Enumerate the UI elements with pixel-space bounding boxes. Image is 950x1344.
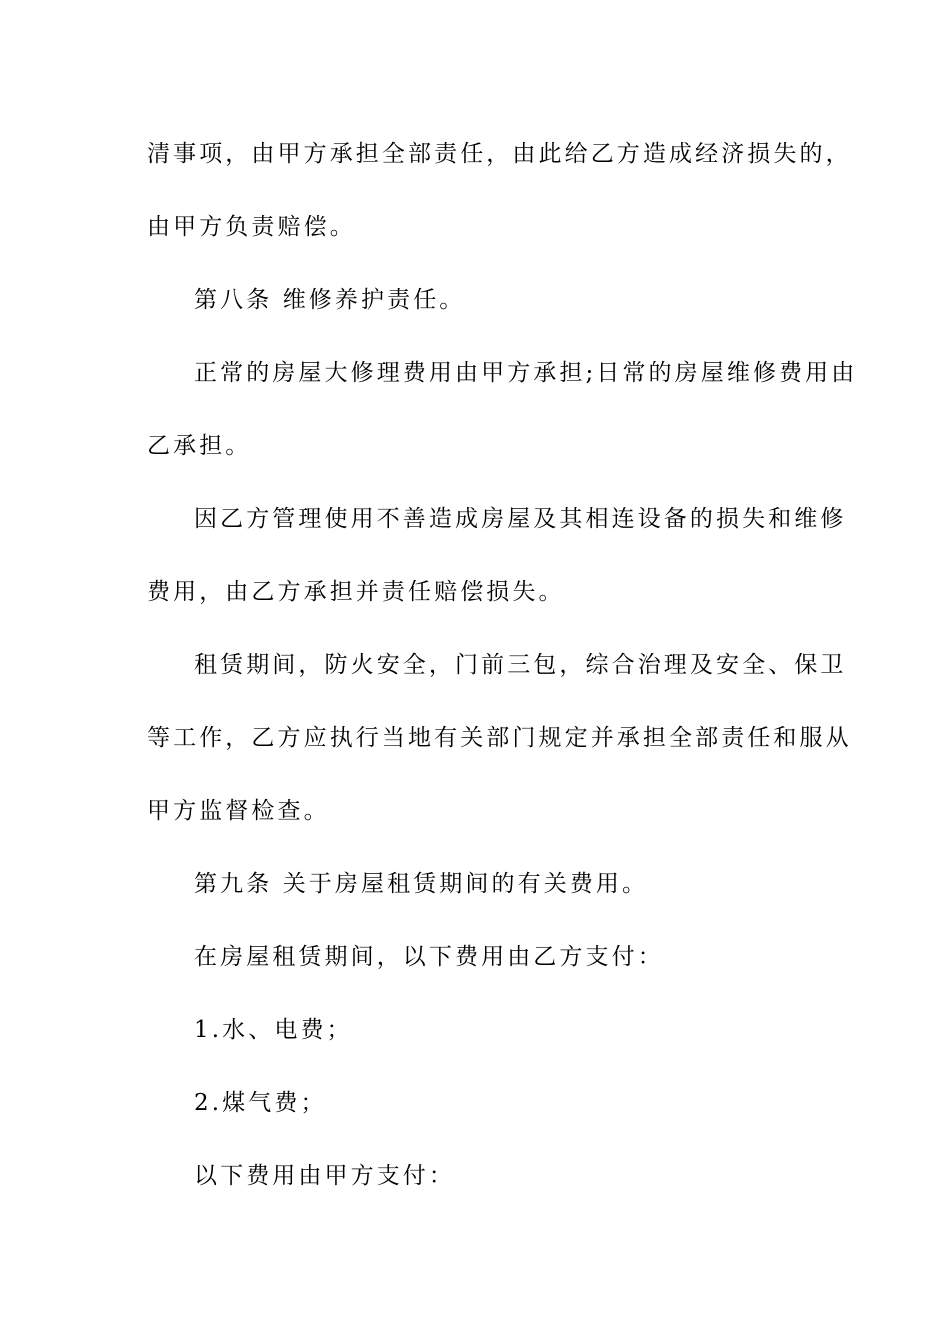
text-line: 乙承担。 <box>147 433 252 459</box>
list-item: 2.煤气费； <box>194 1090 327 1116</box>
section-heading: 第八条 维修养护责任。 <box>194 287 466 313</box>
text-line: 甲方监督检查。 <box>147 798 330 824</box>
text-line: 正常的房屋大修理费用由甲方承担;日常的房屋维修费用由 <box>194 360 858 386</box>
text-line: 费用，由乙方承担并责任赔偿损失。 <box>147 579 565 605</box>
text-line: 由甲方负责赔偿。 <box>147 214 356 240</box>
section-heading: 第九条 关于房屋租赁期间的有关费用。 <box>194 871 649 897</box>
text-line: 以下费用由甲方支付： <box>194 1163 455 1189</box>
text-line: 因乙方管理使用不善造成房屋及其相连设备的损失和维修 <box>194 506 847 532</box>
text-line: 等工作，乙方应执行当地有关部门规定并承担全部责任和服从 <box>147 725 852 751</box>
list-item: 1.水、电费； <box>194 1017 353 1043</box>
text-line: 清事项，由甲方承担全部责任，由此给乙方造成经济损失的， <box>147 141 852 167</box>
text-line: 租赁期间，防火安全，门前三包，综合治理及安全、保卫 <box>194 652 847 678</box>
text-line: 在房屋租赁期间，以下费用由乙方支付： <box>194 944 664 970</box>
